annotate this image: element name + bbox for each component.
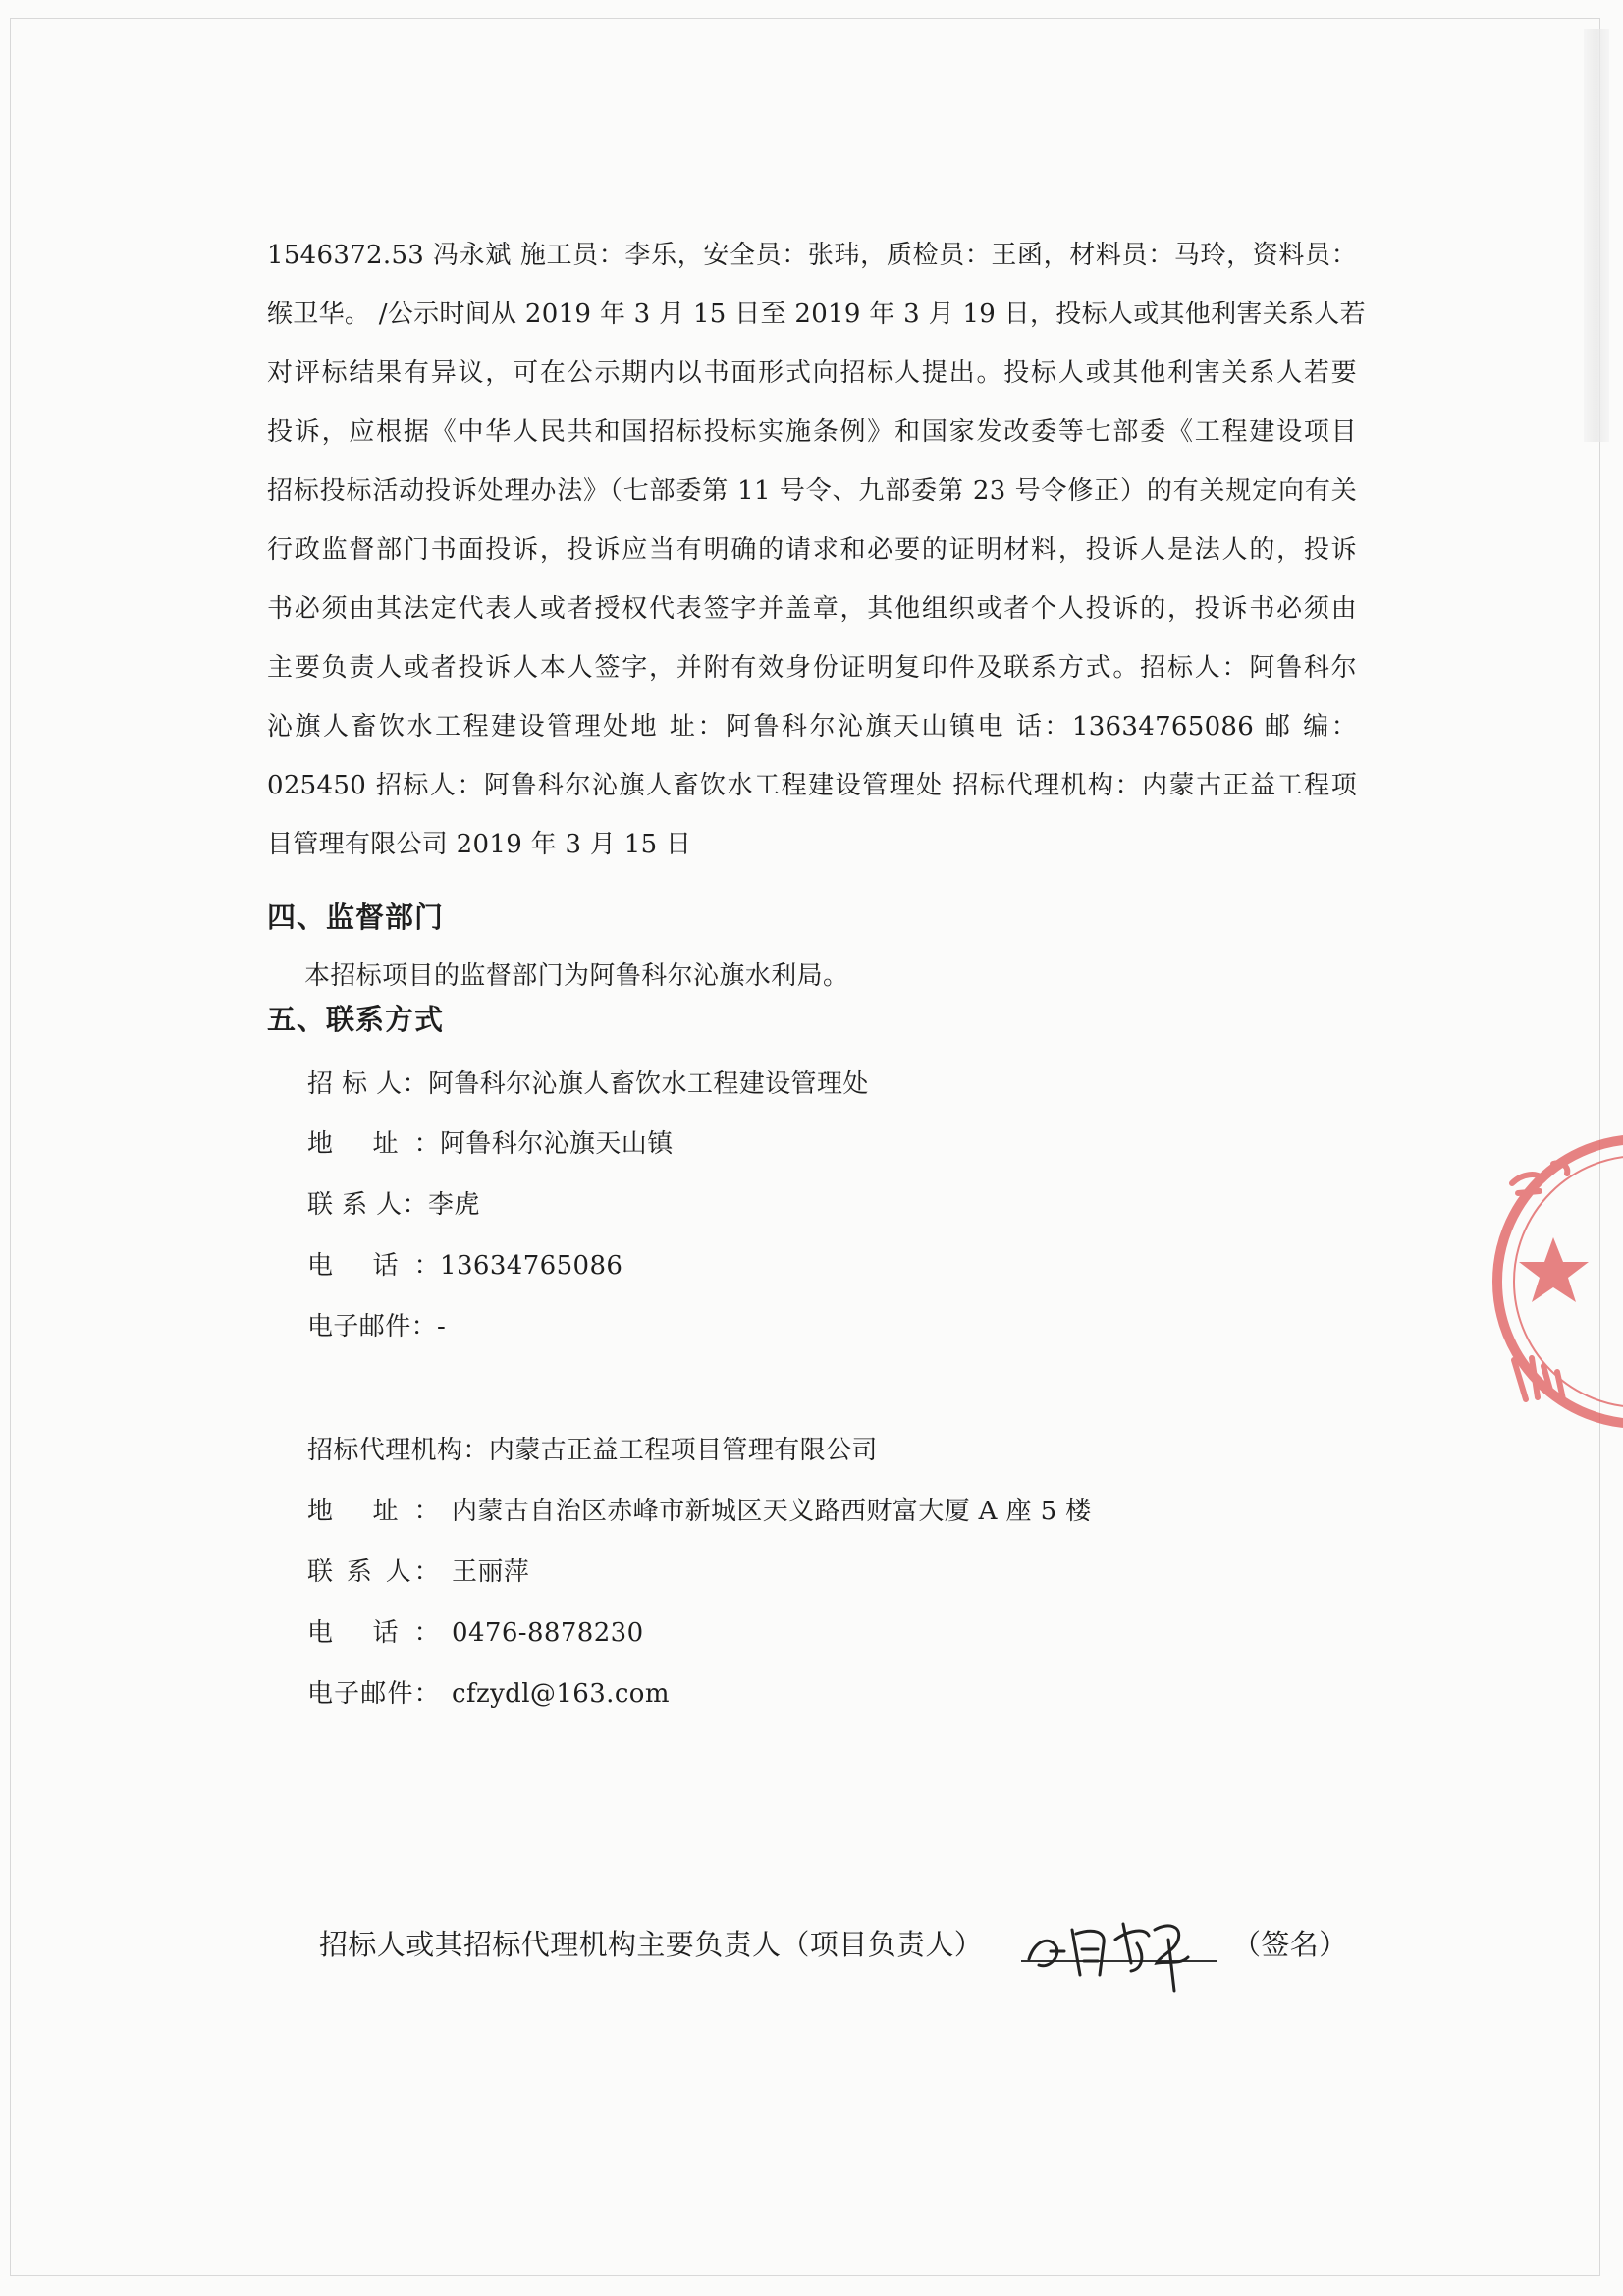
agency-name-label: 招标代理机构： bbox=[307, 1436, 489, 1465]
agency-address-label: 地 址： bbox=[307, 1497, 440, 1526]
notice-line: 行政监督部门书面投诉，投诉应当有明确的请求和必要的证明材料，投诉人是法人的，投诉 bbox=[267, 535, 1357, 565]
tenderer-phone-label: 电 话： bbox=[307, 1251, 440, 1281]
tenderer-name-row bbox=[307, 1064, 869, 1100]
notice-line: 投诉，应根据《中华人民共和国招标投标实施条例》和国家发改委等七部委《工程建设项目 bbox=[267, 417, 1357, 447]
section4-body: 本招标项目的监督部门为阿鲁科尔沁旗水利局。 bbox=[304, 961, 849, 991]
agency-address-row bbox=[307, 1491, 1092, 1527]
agency-phone-label: 电 话： bbox=[307, 1618, 440, 1648]
notice-line: 缑卫华。 /公示时间从 2019 年 3 月 15 日至 2019 年 3 月 19 日，投标人或其他利害关系人若 bbox=[267, 300, 1366, 329]
agency-contact-row bbox=[307, 1552, 529, 1588]
signature-suffix: （签名） bbox=[1232, 1928, 1348, 1961]
notice-paragraph bbox=[267, 226, 1366, 874]
tenderer-phone-row bbox=[307, 1245, 622, 1282]
agency-phone-value: 0476-8878230 bbox=[452, 1618, 644, 1648]
signature-prefix: 招标人或其招标代理机构主要负责人（项目负责人） bbox=[319, 1928, 984, 1961]
tenderer-email-label: 电子邮件： bbox=[307, 1312, 438, 1341]
notice-line: 025450 招标人：阿鲁科尔沁旗人畜饮水工程建设管理处 招标代理机构：内蒙古正益工程项 bbox=[267, 771, 1357, 800]
tenderer-email-value: - bbox=[437, 1312, 447, 1341]
notice-line: 沁旗人畜饮水工程建设管理处地 址：阿鲁科尔沁旗天山镇电 话：13634765086 邮 编： bbox=[267, 712, 1357, 741]
tenderer-name-value: 阿鲁科尔沁旗人畜饮水工程建设管理处 bbox=[427, 1069, 869, 1099]
agency-phone-row bbox=[307, 1613, 644, 1649]
agency-email-value: cfzydl@163.com bbox=[452, 1679, 670, 1709]
notice-line: 1546372.53 冯永斌 施工员：李乐，安全员：张玮，质检员：王函，材料员：马玲，资料员： bbox=[267, 241, 1357, 270]
agency-contact-label: 联 系 人： bbox=[307, 1558, 440, 1587]
agency-name-value: 内蒙古正益工程项目管理有限公司 bbox=[488, 1436, 878, 1465]
agency-name-row bbox=[307, 1430, 878, 1466]
agency-contact-value: 王丽萍 bbox=[452, 1558, 530, 1587]
notice-line: 目管理有限公司 2019 年 3 月 15 日 bbox=[267, 830, 692, 859]
notice-line: 对评标结果有异议，可在公示期内以书面形式向招标人提出。投标人或其他利害关系人若要 bbox=[267, 358, 1357, 388]
tenderer-contact-value: 李虎 bbox=[427, 1190, 480, 1220]
tenderer-email-row bbox=[307, 1306, 446, 1342]
agency-address-value: 内蒙古自治区赤峰市新城区天义路西财富大厦 A 座 5 楼 bbox=[452, 1497, 1092, 1526]
section4-heading: 四、监督部门 bbox=[267, 901, 445, 934]
official-stamp bbox=[1492, 1115, 1623, 1449]
tenderer-contact-label: 联 系 人： bbox=[307, 1190, 428, 1220]
tenderer-address-value: 阿鲁科尔沁旗天山镇 bbox=[440, 1129, 674, 1159]
agency-email-row bbox=[307, 1673, 670, 1710]
agency-email-label: 电子邮件： bbox=[307, 1679, 440, 1709]
notice-line: 招标投标活动投诉处理办法》（七部委第 11 号令、九部委第 23 号令修正）的有关规定向有关 bbox=[267, 476, 1357, 506]
tenderer-address-label: 地 址： bbox=[307, 1129, 440, 1159]
notice-line: 主要负责人或者投诉人本人签字，并附有效身份证明复印件及联系方式。招标人：阿鲁科尔 bbox=[267, 653, 1357, 683]
handwritten-signature bbox=[1021, 1900, 1227, 1994]
tenderer-contact-row bbox=[307, 1184, 480, 1221]
tenderer-name-label: 招 标 人： bbox=[307, 1069, 428, 1099]
scan-shadow bbox=[1584, 29, 1609, 442]
notice-line: 书必须由其法定代表人或者授权代表签字并盖章，其他组织或者个人投诉的，投诉书必须由 bbox=[267, 594, 1357, 624]
tenderer-phone-value: 13634765086 bbox=[440, 1251, 623, 1281]
section5-heading: 五、联系方式 bbox=[267, 1003, 445, 1036]
tenderer-address-row bbox=[307, 1123, 674, 1160]
